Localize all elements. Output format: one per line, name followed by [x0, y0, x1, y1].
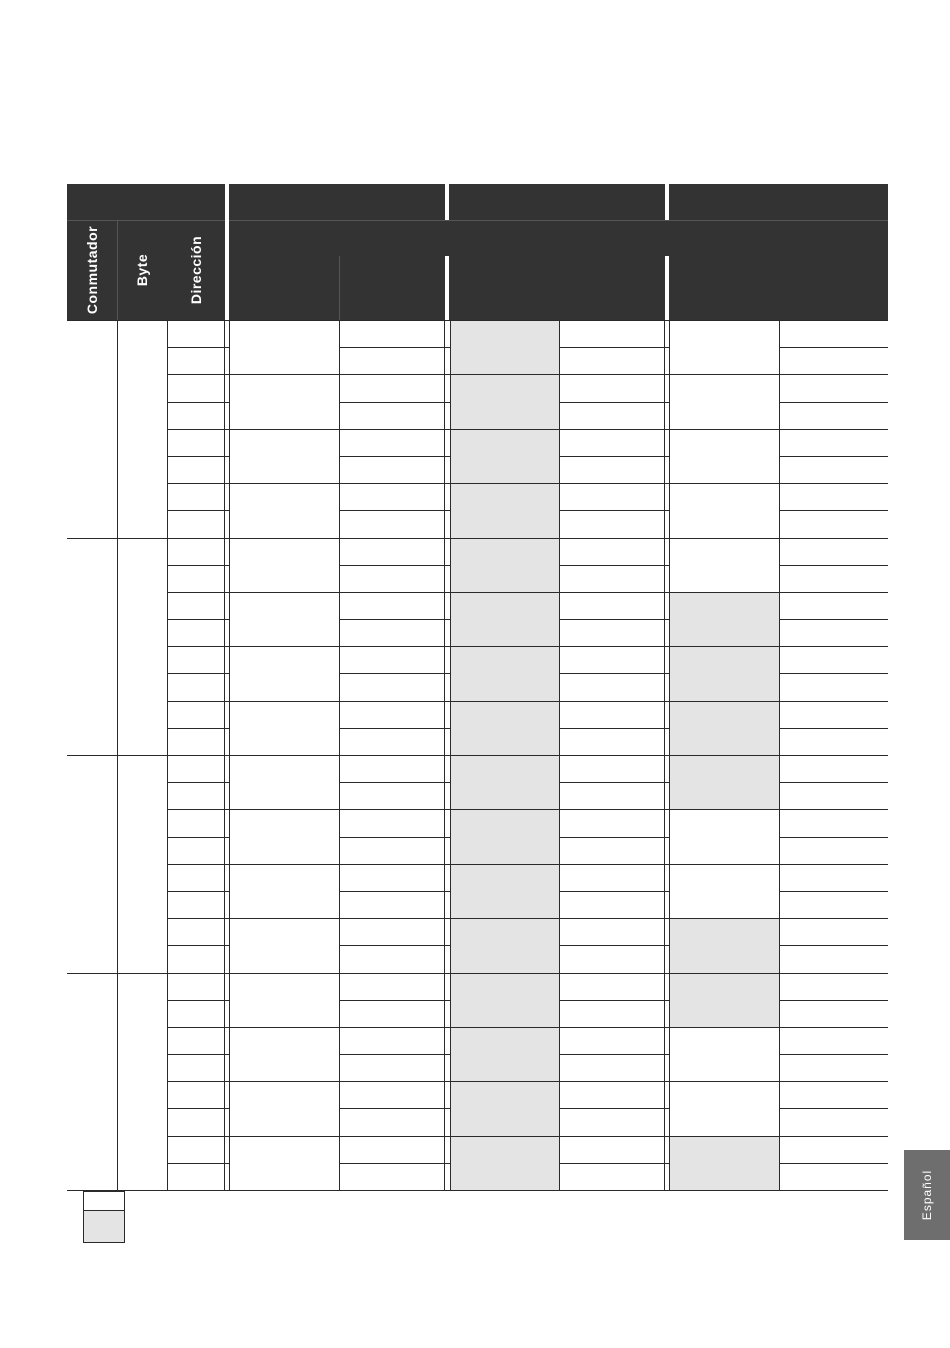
merged-cell-mask: [451, 1163, 559, 1164]
merged-cell-mask: [670, 945, 779, 946]
col-line: [779, 320, 780, 1190]
shaded-cell: [451, 918, 559, 946]
merged-cell-mask: [451, 891, 559, 892]
merged-cell-mask: [229, 510, 339, 511]
shaded-cell: [451, 646, 559, 674]
shaded-cell: [451, 1027, 559, 1055]
shaded-cell: [451, 619, 559, 647]
shaded-cell: [670, 646, 779, 674]
merged-cell-mask: [451, 782, 559, 783]
merged-cell-mask: [670, 1000, 779, 1001]
col-line: [224, 320, 225, 1190]
shaded-cell: [451, 402, 559, 430]
merged-cell-mask: [670, 728, 779, 729]
merged-cell-mask: [451, 728, 559, 729]
merged-cell-mask: [229, 1163, 339, 1164]
row-line: [67, 538, 888, 539]
col-line: [669, 320, 670, 1190]
merged-cell-mask: [451, 1054, 559, 1055]
shaded-cell: [451, 565, 559, 593]
shaded-cell: [451, 673, 559, 701]
row-line: [67, 973, 888, 974]
merged-cell-mask: [670, 619, 779, 620]
merged-cell-mask: [229, 673, 339, 674]
shaded-cell: [451, 809, 559, 837]
merged-cell-mask: [451, 837, 559, 838]
merged-cell-mask: [451, 456, 559, 457]
merged-cell-mask: [229, 728, 339, 729]
col-line: [339, 320, 340, 1190]
shaded-cell: [670, 918, 779, 946]
merged-cell-mask: [670, 402, 779, 403]
merged-cell-mask: [451, 1000, 559, 1001]
merged-cell-mask: [451, 619, 559, 620]
shaded-cell: [451, 837, 559, 865]
shaded-cell: [451, 510, 559, 538]
shaded-cell: [451, 320, 559, 348]
shaded-cell: [451, 429, 559, 457]
shaded-cell: [451, 891, 559, 919]
shaded-cell: [451, 1054, 559, 1082]
shaded-cell: [451, 1163, 559, 1191]
shaded-cell: [451, 374, 559, 402]
merged-cell-mask: [229, 945, 339, 946]
merged-cell-mask: [451, 565, 559, 566]
merged-cell-mask: [229, 1000, 339, 1001]
shaded-cell: [670, 701, 779, 729]
shaded-cell: [670, 619, 779, 647]
col-line: [444, 320, 445, 1190]
header-label-byte: Byte: [134, 253, 150, 287]
merged-cell-mask: [451, 510, 559, 511]
shaded-cell: [670, 755, 779, 783]
shaded-cell: [451, 864, 559, 892]
language-tab[interactable]: [904, 1150, 950, 1240]
shaded-cell: [451, 945, 559, 973]
merged-cell-mask: [451, 945, 559, 946]
shaded-cell: [670, 1163, 779, 1191]
merged-cell-mask: [229, 402, 339, 403]
shaded-cell: [451, 728, 559, 756]
shaded-cell: [670, 728, 779, 756]
merged-cell-mask: [670, 510, 779, 511]
shaded-cell: [670, 592, 779, 620]
header-label-conmutador: Conmutador: [84, 225, 100, 315]
merged-cell-mask: [670, 347, 779, 348]
shaded-cell: [451, 755, 559, 783]
shaded-cell: [451, 1081, 559, 1109]
header-label-direccion: Dirección: [188, 235, 204, 305]
merged-cell-mask: [229, 456, 339, 457]
merged-cell-mask: [229, 1054, 339, 1055]
merged-cell-mask: [670, 673, 779, 674]
shaded-cell: [451, 973, 559, 1001]
merged-cell-mask: [229, 1108, 339, 1109]
col-line: [167, 320, 168, 1190]
col-line: [117, 320, 118, 1190]
shaded-cell: [451, 782, 559, 810]
merged-cell-mask: [670, 1108, 779, 1109]
shaded-cell: [451, 483, 559, 511]
language-tab-label: Español: [920, 1169, 934, 1221]
merged-cell-mask: [670, 565, 779, 566]
shaded-cell: [451, 592, 559, 620]
shaded-cell: [670, 1000, 779, 1028]
col-line: [664, 320, 665, 1190]
shaded-cell: [670, 782, 779, 810]
col-line: [229, 320, 230, 1190]
legend-white-swatch: [83, 1191, 125, 1211]
merged-cell-mask: [451, 1108, 559, 1109]
row-line: [67, 320, 888, 321]
merged-cell-mask: [670, 1054, 779, 1055]
merged-cell-mask: [229, 837, 339, 838]
shaded-cell: [670, 1136, 779, 1164]
merged-cell-mask: [229, 782, 339, 783]
shaded-cell: [670, 973, 779, 1001]
shaded-cell: [451, 347, 559, 375]
legend-gray-swatch: [83, 1210, 125, 1243]
shaded-cell: [451, 701, 559, 729]
shaded-cell: [670, 673, 779, 701]
row-line: [67, 755, 888, 756]
merged-cell-mask: [670, 837, 779, 838]
merged-cell-mask: [229, 891, 339, 892]
merged-cell-mask: [670, 456, 779, 457]
merged-cell-mask: [451, 347, 559, 348]
row-line: [67, 1190, 888, 1191]
merged-cell-mask: [451, 402, 559, 403]
merged-cell-mask: [451, 673, 559, 674]
shaded-cell: [670, 945, 779, 973]
merged-cell-mask: [670, 891, 779, 892]
shaded-cell: [451, 538, 559, 566]
merged-cell-mask: [229, 347, 339, 348]
merged-cell-mask: [229, 565, 339, 566]
shaded-cell: [451, 456, 559, 484]
shaded-cell: [451, 1136, 559, 1164]
merged-cell-mask: [229, 619, 339, 620]
merged-cell-mask: [670, 782, 779, 783]
shaded-cell: [451, 1000, 559, 1028]
col-line: [450, 320, 451, 1190]
shaded-cell: [451, 1108, 559, 1136]
col-line: [559, 320, 560, 1190]
merged-cell-mask: [670, 1163, 779, 1164]
